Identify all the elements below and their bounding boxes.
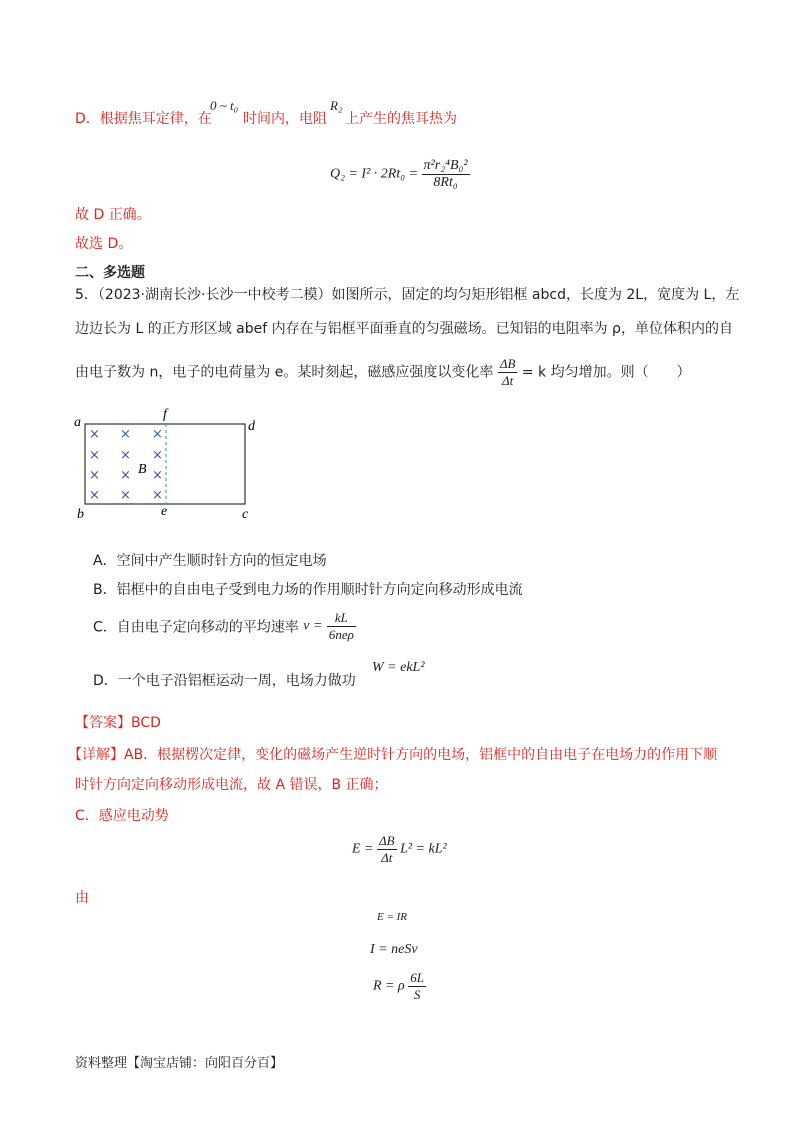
field-cross: × — [89, 468, 100, 483]
field-cross: × — [152, 468, 163, 483]
emf-lhs: E = — [352, 841, 374, 857]
formula-numerator: π²r₂⁴B₀² — [423, 158, 468, 173]
label-e: e — [161, 504, 168, 519]
option-c — [93, 610, 356, 643]
question-line-3-before: 由电子数为 n，电子的电荷量为 e。某时刻起，磁感应强度以变化率 — [75, 364, 494, 381]
label-b: b — [77, 507, 84, 522]
rate-denominator: Δt — [502, 373, 514, 388]
option-a: A．空间中产生顺时针方向的恒定电场 — [93, 553, 327, 569]
equation-resistance — [373, 970, 426, 1003]
choice-d: 故选 D。 — [75, 236, 133, 252]
field-cross: × — [89, 448, 100, 463]
resistance-lhs: R = ρ — [373, 978, 405, 994]
magnetic-field-diagram — [60, 398, 280, 528]
option-c-lhs: v = — [303, 618, 323, 634]
question-number: 5． — [75, 287, 98, 303]
label-f: f — [163, 407, 167, 422]
question-line-2: 边边长为 L 的正方形区域 abef 内存在与铝框平面垂直的匀强磁场。已知铝的电阻率为 ρ，单位体积内的自 — [75, 321, 733, 337]
aluminum-frame — [85, 424, 245, 504]
formula-fraction — [422, 158, 470, 191]
emf-fraction — [377, 833, 397, 866]
label-c: c — [242, 507, 249, 522]
emf-formula — [352, 833, 447, 866]
label-field-B: B — [138, 462, 147, 477]
rate-fraction — [498, 356, 518, 389]
option-d-explanation — [75, 108, 212, 128]
answer-label: 【答案】 — [75, 715, 131, 731]
emf-numerator: ΔB — [379, 833, 395, 848]
field-cross: × — [120, 488, 131, 503]
option-b: B．铝框中的自由电子受到电力场的作用顺时针方向定向移动形成电流 — [93, 582, 523, 598]
explanation-label: 【详解】 — [68, 747, 124, 763]
option-c-fraction — [327, 610, 356, 643]
rate-numerator: ΔB — [499, 356, 516, 371]
option-c-numerator: kL — [327, 610, 356, 627]
explanation-you: 由 — [75, 890, 89, 906]
label-a: a — [74, 415, 81, 430]
question-line-3 — [75, 356, 691, 389]
field-cross: × — [152, 488, 163, 503]
formula-lhs: Q₂ = I² · 2Rt₀ = — [330, 166, 419, 182]
joule-heat-formula — [330, 158, 470, 191]
explanation-line-2: 时针方向定向移动形成电流，故 A 错误，B 正确； — [75, 777, 388, 793]
formula-denominator: 8Rt₀ — [433, 175, 458, 190]
answer-value: BCD — [131, 715, 161, 731]
question-line-1-rest: 如图所示，固定的均匀矩形铝框 abcd，长度为 2L，宽度为 L，左 — [331, 287, 740, 303]
label-d: d — [248, 419, 255, 434]
option-d-formula: W = ekL² — [372, 660, 425, 675]
option-d-text-before: D．根据焦耳定律，在 — [75, 111, 212, 127]
conclusion-d: 故 D 正确。 — [75, 207, 151, 223]
emf-rhs: L² = kL² — [400, 841, 447, 857]
explanation-line-1 — [68, 744, 717, 764]
resistor-label: R₂ — [330, 98, 343, 113]
option-c-denominator: 6neρ — [328, 627, 354, 642]
option-d-text-mid: 时间内，电阻 — [243, 111, 327, 127]
equation-e-ir: E = IR — [377, 911, 408, 923]
option-d-text-after: 上产生的焦耳热为 — [345, 111, 457, 127]
resistance-denominator: S — [413, 987, 421, 1002]
footer-text: 资料整理【淘宝店铺：向阳百分百】 — [75, 1056, 284, 1071]
field-cross: × — [89, 427, 100, 442]
explanation-c-line: C．感应电动势 — [75, 808, 169, 824]
option-d: D．一个电子沿铝框运动一周，电场力做功 — [93, 673, 356, 689]
equation-current: I = neSv — [370, 942, 418, 957]
field-cross: × — [152, 448, 163, 463]
question-line-3-after: = k 均匀增加。则（ ） — [521, 364, 691, 381]
resistance-numerator: 6L — [410, 970, 424, 985]
explanation-text-1: AB．根据楞次定律，变化的磁场产生逆时针方向的电场，铝框中的自由电子在电场力的作用下顺 — [124, 747, 718, 763]
emf-denominator: Δt — [381, 850, 393, 865]
field-cross: × — [120, 427, 131, 442]
option-c-text: C．自由电子定向移动的平均速率 — [93, 619, 299, 636]
field-cross: × — [152, 427, 163, 442]
question-source: （2023·湖南长沙·长沙一中校考二模） — [97, 287, 332, 303]
field-cross: × — [120, 448, 131, 463]
question-line-1 — [75, 284, 739, 304]
answer — [75, 712, 161, 732]
section-header: 二、多选题 — [75, 265, 145, 281]
field-cross: × — [89, 488, 100, 503]
interval-expression: 0 ~ t₀ — [210, 98, 239, 113]
resistance-fraction — [408, 970, 426, 1003]
field-cross: × — [120, 468, 131, 483]
